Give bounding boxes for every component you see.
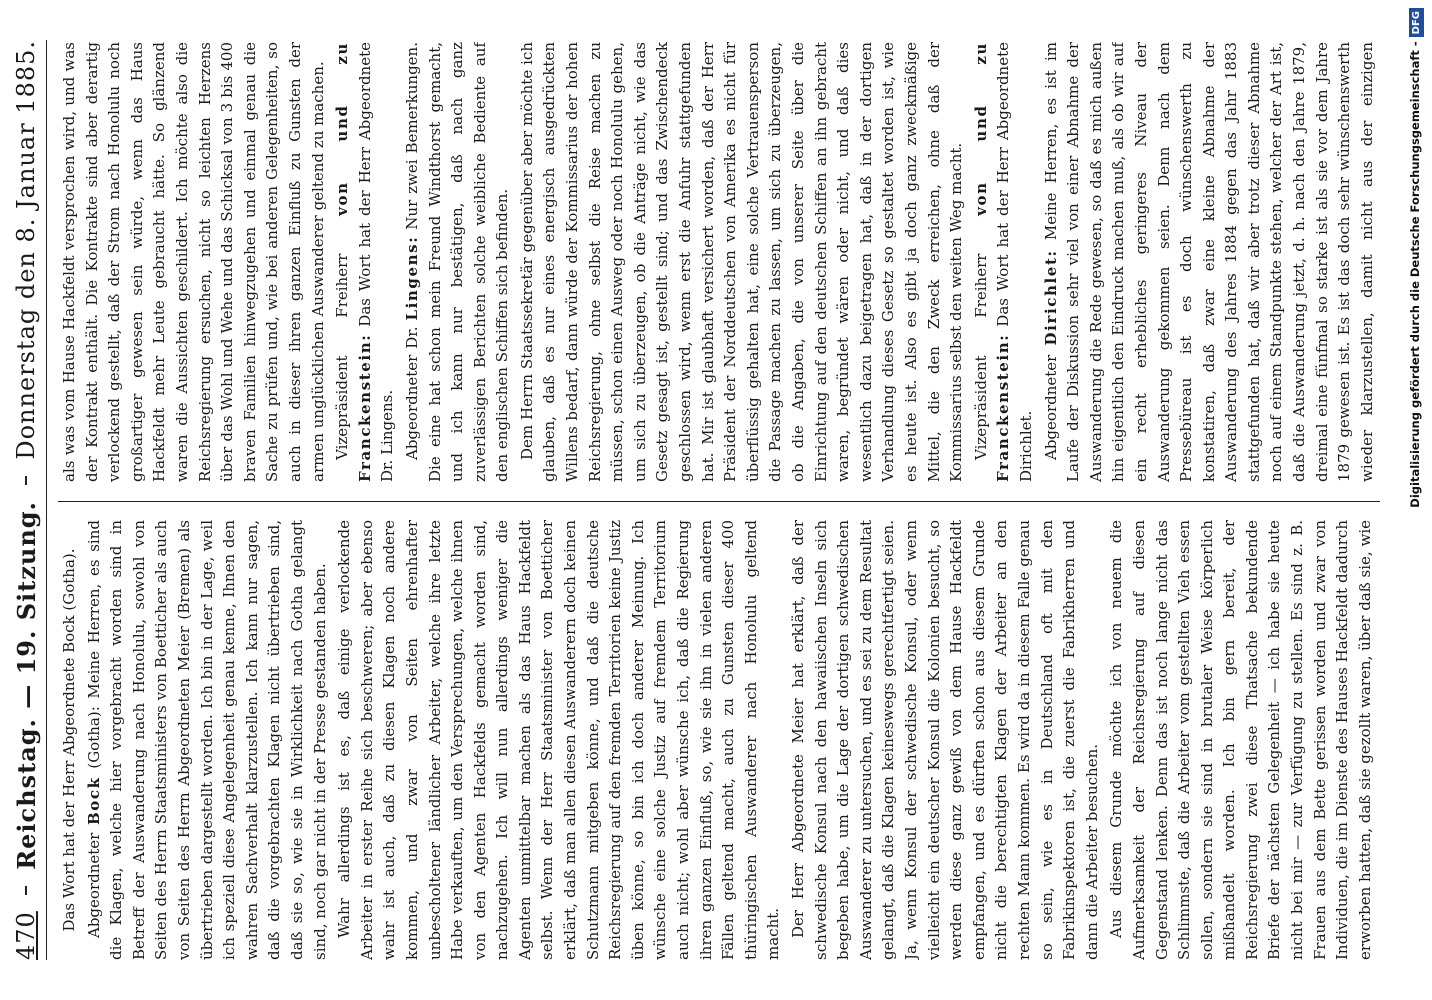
speaker-title: Abgeordneter Dr. (402, 326, 421, 460)
dfg-notice (1404, 8, 1426, 992)
left-column (58, 520, 1380, 960)
speech-paragraph: als was vom Hause Hackfeldt versprochen wird, und was der Kontrakt enthält. Die Kontrakte sind aber derartig verlockend gestellt, daß der Strom nach Honolulu noch großartiger gewesen sein würde, wenn das Haus Hackfeldt mehr Leute gebraucht hätte. So glänzend waren die Aussichten geschildert. Ich möchte also die Reichsregierung ersuchen, nicht so leichten Herzens über das Wohl und Wehe und das Schicksal von 3 bis 400 braven Familien hinwegzugehen und einmal genau die Sache zu prüfen und, wie bei anderen Gelegenheiten, so auch in dieser ihren ganzen Einfluß zu Gunsten der armen unglücklichen Auswanderer geltend zu machen. (60, 42, 327, 482)
chair-name: von und zu Franckenstein: (971, 42, 1013, 482)
chair-name: von und zu Franckenstein: (333, 42, 374, 482)
digitization-credit: Digitalisierung gefördert durch die Deutsche Forschungsgemeinschaft - (1408, 41, 1422, 508)
header-rule-right (25, 476, 27, 485)
floor-given: Das Wort hat der Herr Abgeordnete Bock (Gotha). (60, 548, 78, 932)
page-number: 470 (12, 911, 40, 960)
speech-text: Meine Herren, es ist im Laufe der Diskussion sehr viel von einer Abnahme der Auswanderung die Rede gewesen, so daß es mich außen hin eigentlich den Eindruck machen muß, als ob wir auf ein recht erhebliches geringeres Niveau der Auswanderung gekommen seien. Denn nach dem Pressebüreau ist es doch wünschenswerth zu konstatiren, daß zwar eine kleine Abnahme der Auswanderung des Jahres 1884 gegen das Jahr 1883 stattgefunden hat, daß wir aber trotz dieser Abnahme noch auf einem Standpunkte stehen, welcher der Art ist, daß die Auswanderung jetzt, d. h. nach den Jahre 1879, dreimal eine fünfmal so starke ist als sie vor dem Jahre 1879 gewesen ist. Es ist das doch sehr wünschenswerth wieder klarzustellen, damit nicht aus der einzigen (1041, 42, 1376, 482)
page-header (6, 40, 46, 960)
speech-paragraph (1040, 42, 1380, 482)
speech-paragraph: Dem Herrn Staatssekretär gegenüber aber möchte ich glauben, daß es nur eines energisch ausgedrückten Willens bedarf, dann würde der Kommissarius der hohen Reichsregierung, ohne selbst die Reise machen zu müssen, schon einen Ausweg oder noch Honolulu gehen, um sich zu überzeugen, ob die Anträge nicht, wie das Gesetz gesagt ist, gestellt sind; und das Zwischendeck geschlossen wird, wenn erst die Anfuhr stattgefunden hat. Mir ist glaubhaft versichert worden, daß der Herr Präsident der Norddeutschen von Amerika es nicht für überflüssig gehalten hat, eine solche Vertrauensperson die Passage machen zu lassen, um sich zu überzeugen, ob die Angaben, die von unserer Seite über die Einrichtung auf den deutschen Schiffen an ihn gebracht waren, begründet wären oder nicht, und daß dies wesentlich dazu beigetragen hat, daß in der dortigen Verhandlung dieses Gesetz so gestaltet worden ist, wie es heute ist. Also es gibt ja doch ganz zweckmäßige Mittel, die den Zweck erreichen, ohne daß der Kommissarius selbst den weiten Weg macht. (517, 42, 966, 482)
dfg-logo: DFG (1409, 8, 1424, 37)
speech-text: Nur zwei Bemerkungen. Die eine hat schon mein Freund Windthorst gemacht, und ich kann nur bestätigen, daß nach ganz zuverlässigen Berichten solche weibliche Bediente auf den englischen Schiffen sich befinden. (402, 42, 512, 482)
speaker-name: Dirichlet: (1041, 249, 1060, 346)
session-title: Reichstag. — 19. Sitzung. (11, 501, 41, 870)
chair-title: Vizepräsident Freiherr (333, 253, 352, 460)
right-column (58, 42, 1380, 482)
header-divider (46, 40, 47, 960)
chair-announcement (331, 42, 399, 482)
speech-paragraph (401, 42, 514, 482)
speech-text: (Gotha): Meine Herren, es sind die Klagen, welche hier vorgebracht worden sind in Betreff der Auswanderung nach Honolulu, sowohl von Seiten des Herrn Staatsministers von Boetticher als auch von Seiten des Herrn Abgeordneten Meier (Bremen) als übertrieben dargestellt worden. Ich bin in der Lage, weil ich speziell diese Angelegenheit genau kenne, Ihnen den wahren Sachverhalt klarzustellen. Ich kann nur sagen, daß die vorgebrachten Klagen nicht übertrieben sind, daß sie so, wie sie in Wirklichkeit nach Gotha gelangt sind, noch gar nicht in der Presse gestanden haben. (84, 520, 329, 960)
speaker-title: Abgeordneter (84, 832, 103, 938)
chair-announcement (970, 42, 1038, 482)
speaker-title: Abgeordneter (1041, 354, 1060, 460)
column-divider (58, 501, 1380, 502)
speech-paragraph: Der Herr Abgeordnete Meier hat erklärt, daß der schwedische Konsul nach den hawaiischen Inseln sich begeben habe, um die Lage der dortigen schwedischen Auswanderer zu untersuchen, und es sei zu dem Resultat gelangt, daß die Klagen keineswegs gerechtfertigt seien. Ja, wenn Konsul der schwedische Konsul, oder wenn vielleicht ein deutscher Konsul die Kolonien besucht, so werden diese ganz gewiß von dem Hause Hackfeldt empfangen, und es dürften schon aus diesem Grunde nicht die berechtigten Klagen der Arbeiter an den rechten Mann kommen. Es wird da in diesem Falle genau so sein, wie es in Deutschland oft mit den Fabrikinspektoren ist, die zuerst die Fabrikherren und dann die Arbeiter besuchen. (789, 520, 1101, 960)
speaker-name: Bock (84, 776, 103, 825)
dfg-notice-text (1404, 8, 1426, 992)
speech-paragraph: Aus diesem Grunde möchte ich von neuem die Aufmerksamkeit der Reichsregierung auf diesen Gegenstand lenken. Denn das ist noch lange nicht das Schlimmste, daß die Arbeiter vom gestellten Vieh essen sollen, sondern sie sind in brutaler Weise körperlich mißhandelt worden. Ich bin gern bereit, der Reichsregierung zwei diese Thatsache bekundende Briefe der nächsten Gelegenheit — ich habe sie heute nicht bei mir — zur Verfügung zu stellen. Es sind z. B. Frauen aus dem Bette gerissen worden und zwar von Individuen, die im Dienste des Hauses Hackfeldt dadurch erworben hatten, daß sie gezollt waren, über daß sie, wie (1107, 520, 1374, 960)
speaker-name: Lingens: (402, 235, 421, 321)
chair-title: Vizepräsident Freiherr (971, 253, 990, 460)
chair-text: Das Wort hat der Herr Abgeordnete Dr. Lingens. (355, 42, 397, 482)
chair-text: Das Wort hat der Herr Abgeordnete Dirichlet. (994, 42, 1035, 482)
header-rule-left (25, 886, 27, 895)
speech-paragraph (83, 520, 332, 960)
speech-paragraph: Wahr allerdings ist es, daß einige verlockende Arbeiter in erster Reihe sich beschweren; aber ebenso wahr ist auch, daß zu diesen Klagen noch andere kommen, und zwar von Seiten ehrenhafter unbescholtener ländlicher Arbeiter, welche ihre letzte Habe verkauften, um den Versprechungen, welche ihnen von den Agenten Hackfelds gemacht worden sind, nachzugehen. Ich will nun allerdings weniger die Agenten unmittelbar machen als das Haus Hackfeldt selbst. Wenn der Herr Staatsminister von Boetticher erklärt, daß man allen diesen Auswanderern doch keinen Schutzmann mitgeben könne, und daß die deutsche Reichsregierung auf den fremden Territorien keine Justiz üben könne, so bin ich doch anderer Meinung. Ich wünsche eine solche Justiz auf fremdem Territorium auch nicht; wohl aber wünsche ich, daß die Regierung ihren ganzen Einfluß, so, wie sie ihn in vielen anderen Fällen geltend macht, auch zu Gunsten dieser 400 thüringischen Auswanderer nach Honolulu geltend macht. (335, 520, 783, 960)
session-date: Donnerstag den 8. Januar 1885. (12, 39, 40, 460)
